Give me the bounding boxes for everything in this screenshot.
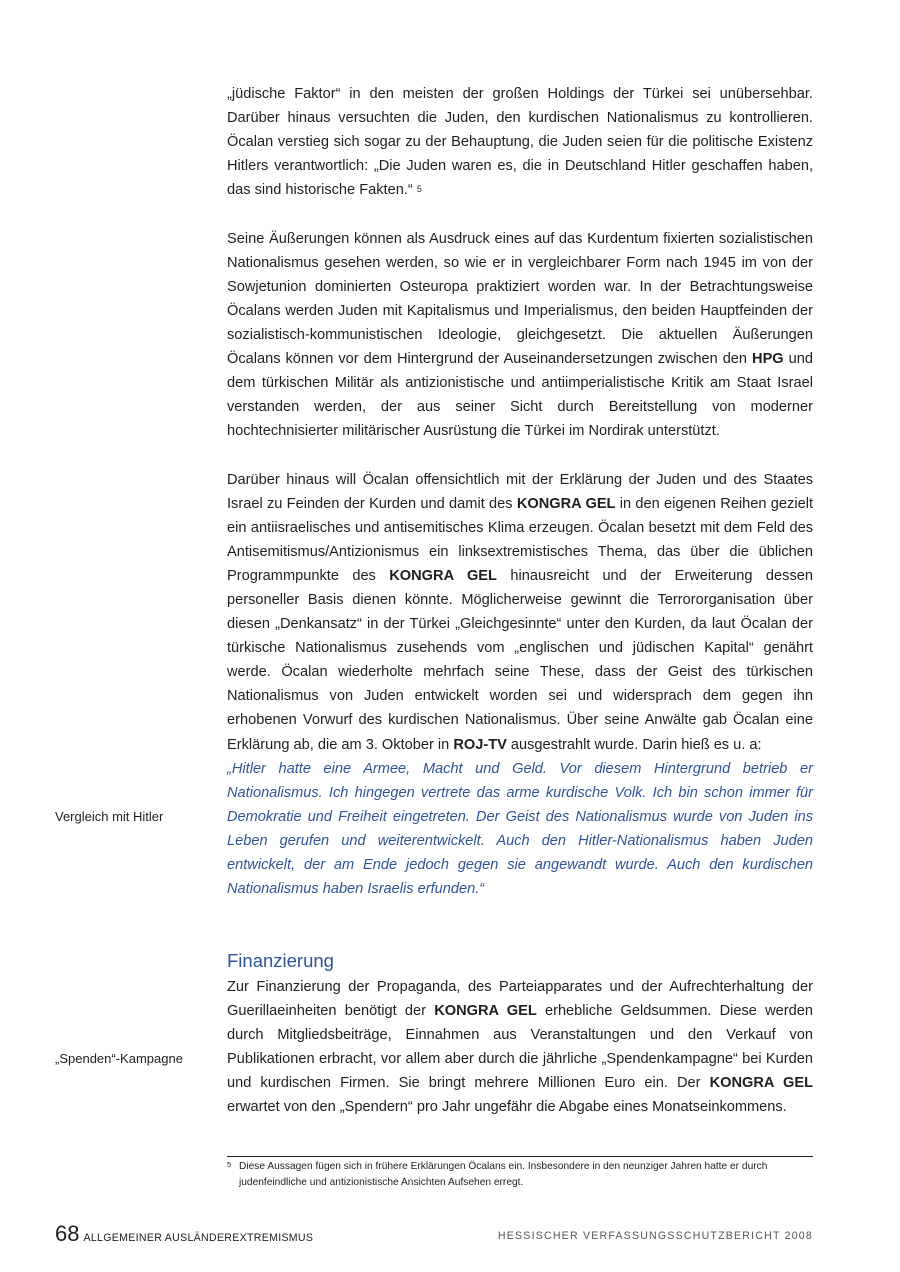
quote-block: „Hitler hatte eine Armee, Macht und Geld. Vor diesem Hintergrund betrieb er Nationalismus. Ich hingegen vertrete das arme kurdische Volk. Ich bin schon immer für Demokratie und Freiheit eingetreten. Der Geist des Nationalismus wurde von Juden ins Leben gerufen und weiterentwickelt. Auch den Hitler-Nationalismus haben Juden entwickelt, der am Ende jedoch gegen sie angewandt wurde. Auch den kurdischen Nationalismus haben Israelis erfunden.“ [227, 760, 813, 898]
org-kongra-gel: KONGRA GEL [709, 1075, 814, 1092]
paragraph-3 [227, 468, 813, 902]
paragraph-2-text-b: und dem türkischen Militär als antizionistische und antiimperialistische Kritik am Staat Israel verstanden werden, der aus seiner Sicht durch Bereitstellung von moderner hochtechnisierter militärischer Ausrüstung die Türkei im Nordirak unterstützt. [227, 351, 813, 440]
footer-left [55, 1221, 313, 1247]
org-kongra-gel: KONGRA GEL [516, 495, 616, 512]
footnote-divider [227, 1156, 813, 1157]
section-heading-finanzierung: Finanzierung [227, 950, 334, 971]
paragraph-1 [227, 82, 813, 202]
org-kongra-gel: KONGRA GEL [389, 567, 497, 584]
paragraph-4-text-c: erwartet von den „Spendern“ pro Jahr ungefähr die Abgabe eines Monatseinkommens. [227, 1099, 787, 1116]
footnote-text: Diese Aussagen fügen sich in frühere Erklärungen Öcalans ein. Insbesondere in den neunziger Jahren hatte er durch judenfeindliche und antizionistische Ansichten Aufsehen erregt. [239, 1161, 768, 1188]
org-roj-tv: ROJ-TV [453, 736, 507, 753]
footnote-number: 5 [227, 1160, 232, 1169]
footnote-ref[interactable]: 5 [416, 184, 422, 195]
org-hpg: HPG [752, 351, 784, 368]
paragraph-3-text-c: hinausreicht und der Erweiterung dessen personeller Basis dienen könnte. Möglicherweise gewinnt die Terrororganisation über diesen „Denkansatz“ in der Türkei „Gleichgesinnte“ unter den Kurden, da laut Öcalan der türkische Nationalismus zusehends vom „englischen und jüdischen Kapital“ genährt werde. Öcalan wiederholte mehrfach seine These, dass der Geist des türkischen Nationalismus von Juden entwickelt worden sei und widersprach dem gegen ihn erhobenen Vorwurf des kurdischen Nationalismus. Über seine Anwälte gab Öcalan eine Erklärung ab, die am 3. Oktober in [227, 567, 813, 753]
body-text-finanzierung [227, 975, 813, 1120]
margin-note-spenden: „Spenden“-Kampagne [55, 1051, 183, 1066]
body-text-top [227, 82, 813, 901]
footer-publication-title: HESSISCHER VERFASSUNGSSCHUTZBERICHT 2008 [497, 1230, 813, 1242]
org-kongra-gel: KONGRA GEL [434, 1003, 537, 1020]
paragraph-3-text-b: in den eigenen Reihen gezielt ein antiisraelisches und antisemitisches Klima erzeugen. Öcalan besetzt mit dem Feld des Antisemitismus/Antizionismus ein linksextremistisches Thema, das über die üblichen Programmpunkte des [227, 495, 813, 584]
paragraph-2 [227, 227, 813, 444]
paragraph-3-text-d: ausgestrahlt wurde. Darin hieß es u. a: [510, 736, 762, 753]
footnote [227, 1159, 813, 1191]
paragraph-4-text-b: erhebliche Geldsummen. Diese werden durch Mitgliedsbeiträge, Einnahmen aus Veranstaltungen und den Verkauf von Publikationen erbracht, vor allem aber durch die jährliche „Spendenkampagne“ bei Kurden und kurdischen Firmen. Sie bringt mehrere Millionen Euro ein. Der [227, 1003, 813, 1092]
margin-note-hitler: Vergleich mit Hitler [55, 809, 164, 824]
paragraph-1-text: „jüdische Faktor“ in den meisten der großen Holdings der Türkei sei unübersehbar. Darüber hinaus versuchten die Juden, den kurdischen Nationalismus zu kontrollieren. Öcalan verstieg sich sogar zu der Behauptung, die Juden seien für die politische Existenz Hitlers verantwortlich: „Die Juden waren es, die in Deutschland Hitler geschaffen haben, das sind historische Fakten.“ [227, 86, 813, 199]
paragraph-4-text-a: Zur Finanzierung der Propaganda, des Parteiapparates und der Aufrechterhaltung der Guerillaeinheiten benötigt der [227, 979, 813, 1020]
paragraph-2-text-a: Seine Äußerungen können als Ausdruck eines auf das Kurdentum fixierten sozialistischen Nationalismus gesehen werden, so wie er in vergleichbarer Form nach 1945 im von der Sowjetunion dominierten Osteuropa praktiziert worden war. In der Betrachtungsweise Öcalans werden Juden mit Kapitalismus und Imperialismus, den beiden Hauptfeinden der sozialistisch-kommunistischen Ideologie, gleichgesetzt. Die aktuellen Äußerungen Öcalans können vor dem Hintergrund der Auseinandersetzungen zwischen den [227, 230, 813, 368]
page-number: 68 [55, 1221, 80, 1246]
paragraph-4 [227, 975, 813, 1120]
footer-section-label: ALLGEMEINER AUSLÄNDEREXTREMISMUS [83, 1232, 314, 1244]
paragraph-3-text-a: Darüber hinaus will Öcalan offensichtlich mit der Erklärung der Juden und des Staates Israel zu Feinden der Kurden und damit des [227, 471, 813, 512]
